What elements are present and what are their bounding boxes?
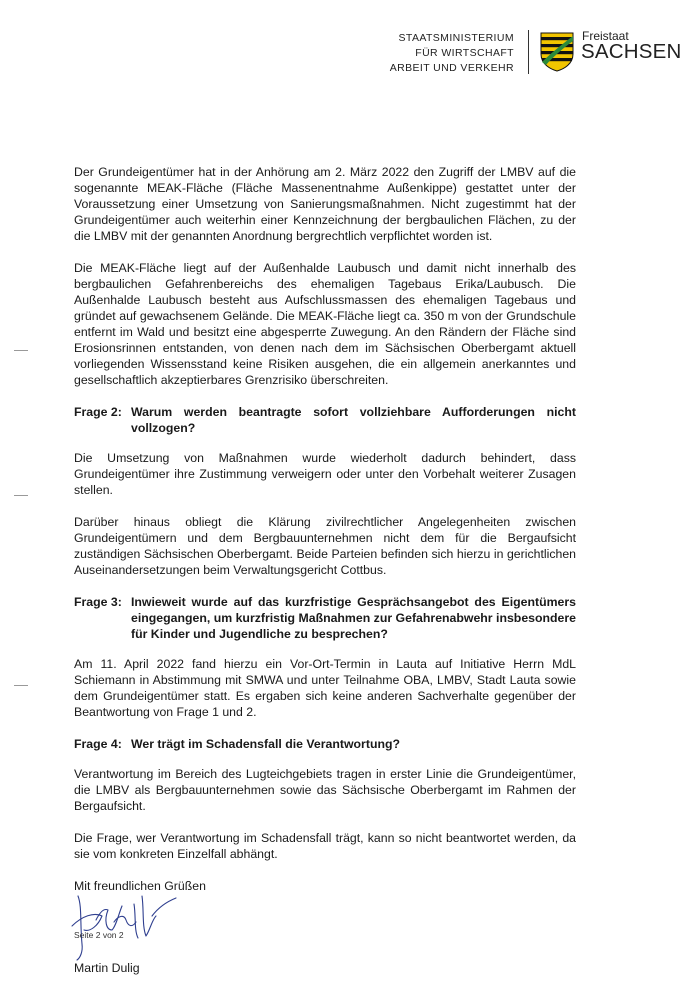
closing-salutation: Mit freundlichen Grüßen <box>74 879 206 893</box>
answer-paragraph: Die Frage, wer Verantwortung im Schadensfall trägt, kann so nicht beantwortet werden, da sie vom konkreten Einzelfall abhängt. <box>74 831 576 861</box>
ministry-line-2: FÜR WIRTSCHAFT <box>415 47 514 59</box>
question-number: Frage 4: <box>74 737 122 751</box>
question-heading <box>74 594 576 642</box>
ministry-line-3: ARBEIT UND VERKEHR <box>389 62 514 74</box>
handwritten-signature <box>68 886 178 962</box>
signer-name: Martin Dulig <box>74 961 140 975</box>
answer-paragraph: Am 11. April 2022 fand hierzu ein Vor-Ort-Termin in Lauta auf Initiative Herrn MdL Schiemann in Abstimmung mit SMWA und unter Teilnahme OBA, LMBV, Stadt Lauta sowie dem Grundeigentümer statt. Es ergaben sich keine anderen Sachverhalte gegenüber der Beantwortung von Frage 1 und 2. <box>74 657 576 719</box>
question-text: Wer trägt im Schadensfall die Verantwortung? <box>131 737 400 751</box>
answer-paragraph: Verantwortung im Bereich des Lugteichgebiets tragen in erster Linie die Grundeigentümer, die LMBV als Bergbauunternehmen sowie das Sächsische Oberbergamt im Rahmen der Bergaufsicht. <box>74 767 576 813</box>
page-number: Seite 2 von 2 <box>74 930 124 940</box>
question-text: Inwieweit wurde auf das kurzfristige Gesprächsangebot des Eigentümers eingegangen, um kurzfristig Maßnahmen zur Gefahrenabwehr insbesondere für Kinder und Jugendliche zu besprechen? <box>131 595 576 641</box>
state-label-large: SACHSEN <box>581 40 682 63</box>
fold-mark <box>14 350 28 351</box>
saxony-coat-of-arms-icon <box>540 32 574 72</box>
fold-mark <box>14 685 28 686</box>
question-text: Warum werden beantragte sofort vollziehbare Aufforderungen nicht vollzogen? <box>131 405 576 435</box>
fold-mark <box>14 495 28 496</box>
letter-body <box>74 164 576 992</box>
signature-area <box>74 894 576 960</box>
question-heading <box>74 404 576 436</box>
intro-paragraph: Die MEAK-Fläche liegt auf der Außenhalde Laubusch und damit nicht innerhalb des bergbaulichen Gefahrenbereichs des ehemaligen Tagebaus Erika/Laubusch. Die Außenhalde Laubusch besteht aus Aufschlussmassen des ehemaligen Tagebaus und gründet auf gewachsenem Gelände. Die MEAK-Fläche liegt ca. 350 m von der Grundschule entfernt im Wald und besitzt eine abgesperrte Zuwegung. An den Rändern der Fläche sind Erosionsrinnen entstanden, von denen nach dem im Sächsischen Oberbergamt aktuell vorliegenden Wissensstand keine Risiken ausgehen, die ein allgemein anerkanntes und gesellschaftlich akzeptierbares Grenzrisiko überschreiten. <box>74 261 576 387</box>
intro-paragraph: Der Grundeigentümer hat in der Anhörung am 2. März 2022 den Zugriff der LMBV auf die sogenannte MEAK-Fläche (Fläche Massenentnahme Außenkippe) gestattet unter der Voraussetzung einer Umsetzung von Sanierungsmaßnahmen. Nicht zugestimmt hat der Grundeigentümer auch weiterhin einer Kennzeichnung der bergbaulichen Flächen, zu der die LMBV mit der genannten Anordnung bergrechtlich verpflichtet worden ist. <box>74 165 576 243</box>
question-heading <box>74 736 576 752</box>
ministry-line-1: STAATSMINISTERIUM <box>398 32 514 44</box>
answer-paragraph: Darüber hinaus obliegt die Klärung zivilrechtlicher Angelegenheiten zwischen Grundeigentümern und dem Bergbauunternehmen nicht dem für die Bergaufsicht zuständigen Sächsischen Oberbergamt. Beide Parteien befinden sich hierzu in gerichtlichen Auseinandersetzungen beim Verwaltungsgericht Cottbus. <box>74 515 576 577</box>
answer-paragraph: Die Umsetzung von Maßnahmen wurde wiederholt dadurch behindert, dass Grundeigentümer ihre Zustimmung verweigern oder unter den Vorbehalt weiterer Zusagen stellen. <box>74 451 576 497</box>
ministry-name <box>390 31 514 76</box>
question-number: Frage 2: <box>74 405 122 419</box>
question-number: Frage 3: <box>74 595 122 609</box>
state-label-small: Freistaat <box>582 29 629 43</box>
header-divider <box>528 30 529 74</box>
